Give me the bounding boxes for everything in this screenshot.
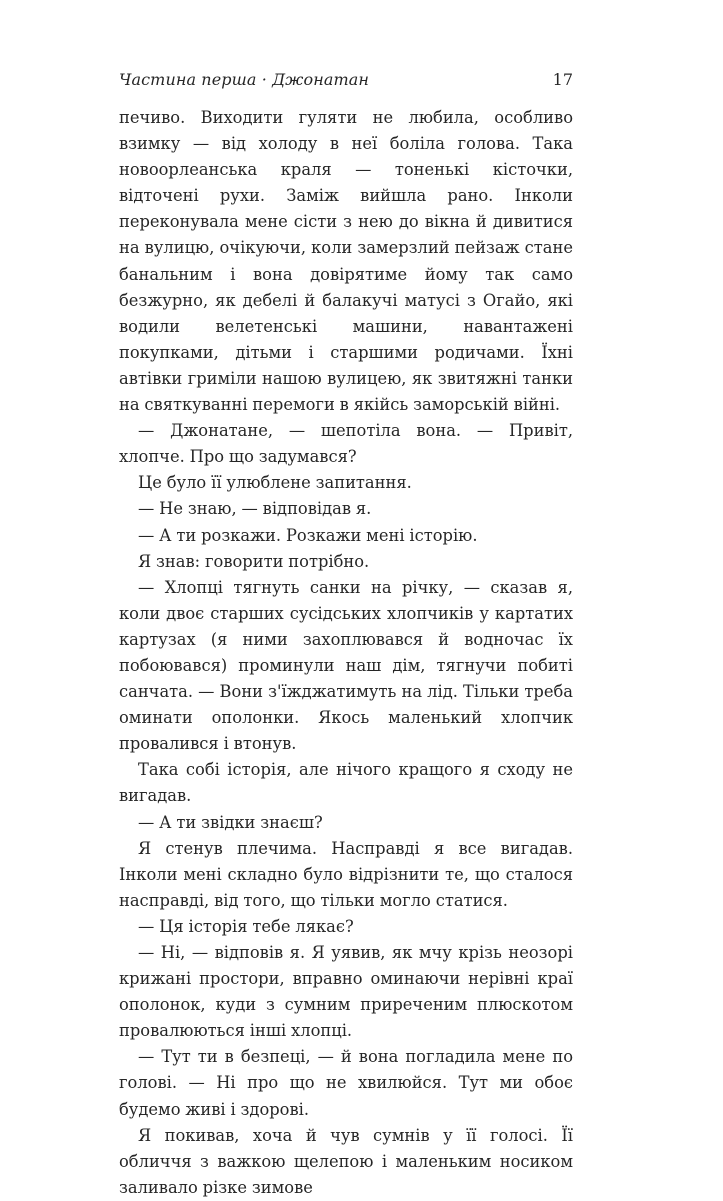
paragraph: Я знав: говорити потрібно. (138, 551, 370, 571)
paragraph: — Хлопці тягнуть санки на річку, — сказав я, коли двоє старших сусідських хлопчиків у картатих картузах (я ними захоплювався й водночас їх побоювався) проминули наш дім, тягнучи побиті санчата. — Вони з'їжджатимуть на лід. Тільки треба оминати ополонки. Якось маленький хлопчик провалився і втонув. (119, 577, 573, 754)
paragraph: — Не знаю, — відповідав я. (138, 499, 372, 519)
paragraph: Я стенув плечима. Насправді я все вигадав. Інколи мені складно було відрізнити те, що сталося насправді, від того, що тільки могло статися. (119, 838, 573, 910)
paragraph: Я покивав, хоча й чув сумнів у її голосі. Її обличчя з важкою щелепою і маленьким носиком заливало різке зимове (119, 1125, 573, 1197)
paragraph: печиво. Виходити гуляти не любила, особливо взимку — від холоду в неї боліла голова. Така новоорлеанська краля — тоненькі кісточки, відточені рухи. Заміж вийшла рано. Інколи переконувала мене сісти з нею до вікна й дивитися на вулицю, очікуючи, коли замерзлий пейзаж стане банальним і вона довірятиме йому так само безжурно, як дебелі й балакучі матусі з Огайо, які водили велетенські машини, навантажені покупками, дітьми і старшими родичами. Їхні автівки гриміли нашою вулицею, як звитяжні танки на святкуванні перемоги в якійсь заморській війні. (119, 108, 573, 415)
section-title: Частина перша · Джонатан (119, 70, 370, 89)
paragraph: Це було її улюблене запитання. (138, 473, 412, 493)
paragraph: — А ти звідки знаєш? (138, 812, 323, 832)
paragraph: — Ні, — відповів я. Я уявив, як мчу крізь неозорі крижані простори, вправно оминаючи нерівні краї ополонок, куди з сумним приреченим плюскотом провалюються інші хлопці. (119, 943, 573, 1041)
paragraph: — Ця історія тебе лякає? (138, 916, 354, 936)
paragraph: Така собі історія, але нічого кращого я сходу не вигадав. (119, 760, 573, 806)
paragraph: — Тут ти в безпеці, — й вона погладила мене по голові. — Ні про що не хвилюйся. Тут ми обоє будемо живі і здорові. (119, 1047, 573, 1119)
page-number: 17 (552, 70, 573, 89)
body-text (119, 105, 573, 1201)
paragraph: — А ти розкажи. Розкажи мені історію. (138, 525, 478, 545)
paragraph: — Джонатане, — шепотіла вона. — Привіт, хлопче. Про що задумався? (119, 421, 573, 467)
running-header (119, 70, 573, 92)
